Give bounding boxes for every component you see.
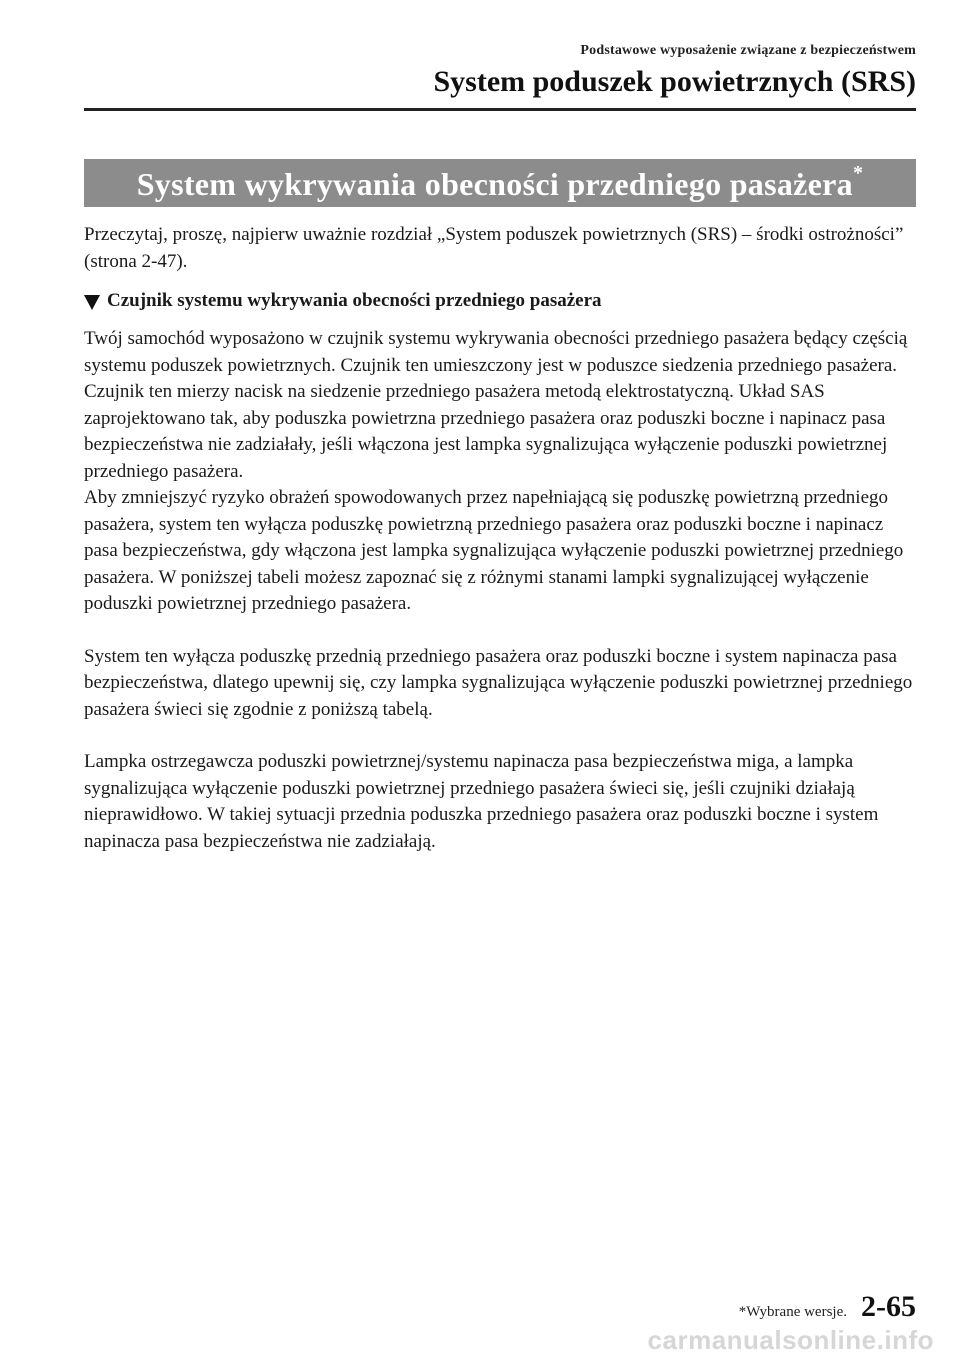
body-paragraph: Lampka ostrzegawcza poduszki powietrznej/systemu napinacza pasa bezpieczeństwa miga, a lampka sygnalizująca wyłączenie poduszki powietrznej przedniego pasażera świeci się, jeśli czujniki działają nieprawidłowo. W takiej sytuacji przednia poduszka przedniego pasażera oraz poduszki boczne i system napinacza pasa bezpieczeństwa nie zadziałają. [84, 751, 879, 852]
running-header [433, 42, 916, 102]
optional-equipment-mark: * [852, 162, 864, 185]
footnote: *Wybrane wersje. [738, 1304, 847, 1320]
body-paragraph: Twój samochód wyposażono w czujnik systemu wykrywania obecności przedniego pasażera będący częścią systemu poduszek powietrznych. Czujnik ten umieszczony jest w poduszce siedzenia przedniego pasażera. Czujnik ten mierzy nacisk na siedzenie przedniego pasażera metodą elektrostatyczną. Układ SAS zaprojektowano tak, aby poduszka powietrzna przedniego pasażera oraz poduszki boczne i napinacz pasa bezpieczeństwa nie zadziałały, jeśli włączona jest lampka sygnalizująca wyłączenie poduszki powietrznej przedniego pasażera. [84, 328, 908, 482]
header-divider [84, 108, 916, 111]
page-footer [739, 1290, 916, 1324]
section-banner [84, 159, 916, 207]
body-paragraph: Aby zmniejszyć ryzyko obrażeń spowodowanych przez napełniającą się poduszkę powietrzną przedniego pasażera, system ten wyłącza poduszkę powietrzną przedniego pasażera oraz poduszki boczne i napinacz pasa bezpieczeństwa, gdy włączona jest lampka sygnalizująca wyłączenie poduszki powietrznej przedniego pasażera. W poniższej tabeli możesz zapoznać się z różnymi stanami lampki sygnalizującej wyłączenie poduszki powietrznej przedniego pasażera. [84, 487, 904, 614]
subsection-heading [84, 288, 916, 314]
section-title: System wykrywania obecności przedniego pasażera [136, 166, 853, 202]
triangle-bullet-icon [84, 295, 100, 310]
page-content [84, 222, 916, 855]
subsection-title: Czujnik systemu wykrywania obecności przedniego pasażera [107, 290, 602, 311]
paragraph-gap [84, 723, 916, 749]
body-paragraph: System ten wyłącza poduszkę przednią przedniego pasażera oraz poduszki boczne i system napinacza pasa bezpieczeństwa, dlatego upewnij się, czy lampka sygnalizująca wyłączenie poduszki powietrznej przedniego pasażera świeci się zgodnie z poniższą tabelą. [84, 645, 913, 720]
intro-paragraph: Przeczytaj, proszę, najpierw uważnie rozdział „System poduszek powietrznych (SRS) – środki ostrożności” (strona 2-47). [84, 224, 904, 272]
page-number: 2-65 [861, 1290, 916, 1323]
chapter-subtitle: Podstawowe wyposażenie związane z bezpieczeństwem [580, 43, 916, 58]
chapter-title: System poduszek powietrznych (SRS) [433, 65, 916, 98]
paragraph-gap [84, 618, 916, 644]
watermark: carmanualsonline.info [647, 1325, 934, 1355]
